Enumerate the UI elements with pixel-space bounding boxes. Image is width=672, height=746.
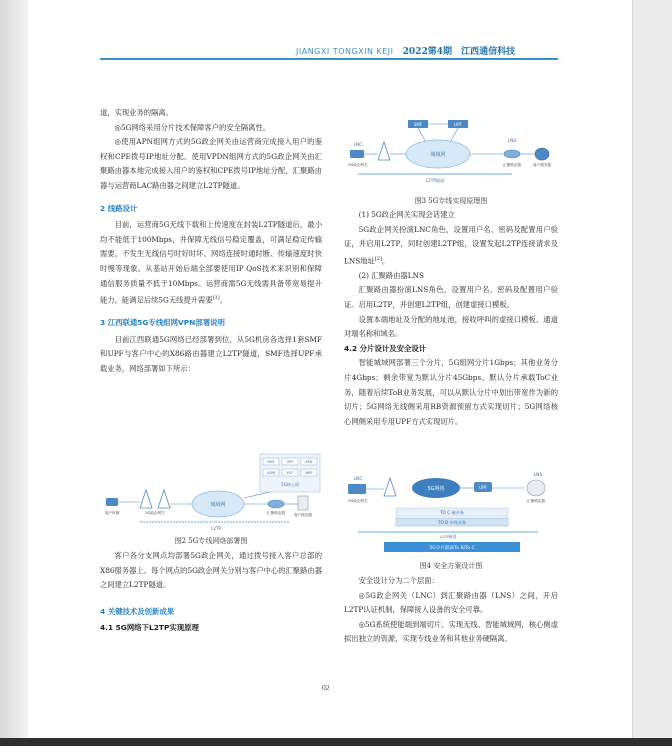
core-network-label: 5G核心网	[281, 482, 299, 487]
paragraph: (2) 汇聚路由器LNS	[358, 270, 424, 280]
paragraph	[344, 223, 558, 269]
antenna-icon	[158, 490, 170, 508]
core-box-label: PCF	[286, 471, 294, 475]
core-box-label: UDM	[266, 471, 276, 475]
gateway-icon	[350, 150, 364, 158]
figure-2-diagram	[100, 452, 322, 534]
running-header	[296, 44, 515, 57]
customer-terminal-icon	[106, 498, 118, 506]
subsection-heading: 4.2 分片设计及安全设计	[344, 343, 427, 353]
gateway-label: 5G政企网关	[348, 163, 368, 167]
paragraph: 客户各分支网点均部署5G政企网关，通过拨号接入客户总部的X86服务器上。每个网点的5G政企网关分别与客户中心的汇聚路由器之间建立L2TP隧道。	[100, 551, 322, 590]
router-icon	[268, 500, 284, 508]
left-column-bottom	[100, 549, 322, 636]
lns-label: LNS	[533, 473, 543, 478]
figure-4-diagram	[344, 468, 558, 558]
paragraph: ◎5G系统使能端到端切片、实现无线、智能城域网，核心侧虚拟出独立的资源，实现专线业务和其他业务硬隔离。	[344, 619, 558, 644]
l2tp-label: L2TP	[210, 526, 222, 531]
figure-3-diagram	[344, 106, 558, 190]
subsection-heading: 4.1 5G网络下L2TP实现原理	[100, 623, 199, 633]
paragraph: 智能城域网部署三个分片，5G组网分片1Gbps；其他业务分片4Gbps；剩余带宽为默认分片45Gbps。默认分片承载ToC业务，随着后续ToB业务发展，可以从默认分片中划出带宽作为新的切片；5G网络无线侧采用RB资源预留方式实现切片；5G网络核心网侧采用专用UPF方式实现切片。	[344, 358, 558, 426]
section-heading: 2 线路设计	[100, 203, 138, 213]
gateway-icon	[348, 484, 366, 494]
paragraph: ◎使用APN组网方式的5G政企网关由运营商完成接入用户的鉴权和CPE拨号IP地址分配。使用VPDN组网方式的5G政企网关由汇聚路由器本地完成接入用户的鉴权和CPE拨号IP地址分配，汇聚路由器与运营商LAC路由器之间建立L2TP隧道。	[100, 137, 322, 190]
issue-label: 2022第4期	[402, 47, 452, 57]
journal-name-cn: 江西通信科技	[461, 47, 516, 57]
paragraph: ◎5G网络采用分片技术保障客户的安全隔离性。	[114, 122, 271, 132]
paragraph-text: 目前，运营商5G无线下载和上传速度在封装L2TP隧道后，最小均不能低于100Mbps，并保障无线信号稳定覆盖，可满足稳定传输需要，不发生无线信号时好时坏、网络连接时通时断、传输速度时快时慢等现象。从基站开始后端全部要使用IP QoS技术来识别和保障通信服务质量不低于10Mbps。运营商需5G无线需具备带宽易提升能力，能满足后续5G无线提升需要	[100, 220, 322, 305]
page-number: 02	[322, 683, 330, 692]
paragraph-end: 。	[381, 256, 390, 266]
antenna-icon	[384, 478, 396, 496]
server-label: 客户服务器	[294, 513, 312, 517]
paragraph: 汇聚路由器扮演LNS角色，设置用户名、密码及配置用户验证。启用L2TP，并创建L2TP组，创建虚接口模板。	[344, 285, 558, 309]
section-heading: 3 江西联通5G专线组网VPN部署说明	[100, 318, 225, 328]
smf-label: SMF	[413, 122, 423, 127]
core-box-label: UPF	[286, 460, 294, 464]
lns-label: LNS	[507, 138, 517, 143]
right-column-bottom	[344, 574, 558, 647]
page-spine	[0, 0, 28, 746]
figure-3-caption: 图3 5G专线实现原理图	[414, 197, 488, 205]
section-heading: 4 关键技术及创新成果	[100, 606, 175, 616]
toc-label: TO C 端业务	[439, 510, 465, 515]
viewer-bottom-bar	[0, 738, 672, 746]
router-icon	[527, 480, 545, 496]
paragraph: 目前江西联通5G网络已经部署到位，从5G机房各选择1套SMF和UPF与客户中心的X86路由器建立L2TP隧道，SMF选择UPF承载业务，网络部署如下所示：	[100, 334, 322, 373]
lnc-label: LNC	[353, 142, 363, 147]
router-icon	[504, 150, 520, 158]
citation: [2]	[374, 255, 382, 262]
5g-cloud-label: 5G网络	[427, 486, 445, 492]
cloud-label: 城域网	[210, 502, 226, 508]
server-icon	[535, 148, 549, 160]
core-box-label: SMF	[267, 460, 275, 464]
router-label: 汇聚路由器	[267, 511, 285, 515]
cloud-label: 城域网	[430, 152, 446, 158]
right-column-top	[344, 208, 558, 429]
gateway-label: 5G政企网关	[145, 511, 165, 515]
core-box-label: AMF	[305, 460, 313, 464]
paragraph	[100, 218, 322, 308]
upf-label: UPF	[454, 122, 462, 127]
citation: [1]	[212, 295, 220, 302]
server-label: 客户服务器	[533, 163, 551, 167]
antenna-icon	[140, 490, 152, 508]
antenna-icon	[378, 142, 390, 160]
paragraph: 道，实现业务的隔离。	[100, 108, 173, 117]
figure-2-caption: 图2 5G专线网络部署图	[174, 537, 248, 545]
paragraph: 安全设计分为二个层面：	[358, 576, 439, 585]
router-label: 汇聚路由器	[527, 499, 545, 503]
figure-4-caption: 图4 安全方案设计图	[419, 562, 483, 570]
server-icon	[298, 496, 308, 510]
tunnel-label: L2TP隧道	[439, 534, 457, 539]
core-box-label: NRF	[305, 471, 313, 475]
upf-label: UPF	[479, 485, 487, 490]
lnc-label: LNC	[353, 477, 363, 482]
paragraph-end: 。	[219, 295, 228, 305]
header-rule	[100, 58, 558, 60]
slice-label: 5G分片隔离To B/To C	[429, 546, 475, 551]
tob-label: TO B 专线业务	[437, 520, 467, 525]
paragraph: 设置本端地址及分配的地址池，接收呼叫的虚接口模板、通道对端名称和域名。	[344, 314, 558, 339]
paragraph: (1) 5G政企网关实现会话建立	[358, 210, 455, 219]
gateway-label: 5G政企网关	[348, 499, 368, 503]
router-label: 汇聚路由器	[503, 163, 521, 167]
paragraph: ◎5G政企网关（LNC）到汇聚路由器（LNS）之间，开启L2TP认证机制，保障接入设备的安全可靠。	[344, 590, 558, 615]
paragraph-text: 5G政企网关扮演LNC角色，设置用户名、密码及配置用户验证，并启用L2TP，同时创建L2TP组，设置发起L2TP连接请求及LNS地址	[344, 224, 558, 266]
tunnel-label: L2TP隧道	[425, 178, 445, 183]
left-column-top	[100, 106, 322, 377]
terminal-label: 客户终端	[104, 511, 120, 515]
journal-name-en: JIANGXI TONGXIN KEJI	[296, 47, 394, 56]
